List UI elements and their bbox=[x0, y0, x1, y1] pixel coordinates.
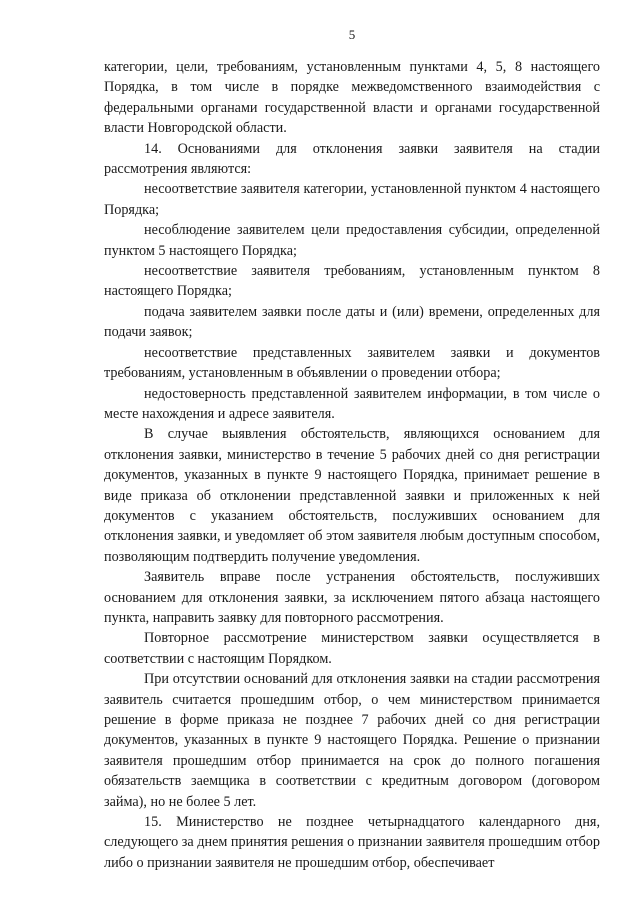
paragraph-clause-15: 15. Министерство не позднее четырнадцатого календарного дня, следующего за днем принятия решения о признании заявителя прошедшим отбор либо о признании заявителя не прошедшим отбор, обеспечивает bbox=[104, 814, 600, 871]
paragraph-ground-documents: несоответствие представленных заявителем заявки и документов требованиям, установленным в объявлении о проведении отбора; bbox=[104, 344, 600, 382]
paragraph-continuation: категории, цели, требованиям, установленным пунктами 4, 5, 8 настоящего Порядка, в том числе в порядке межведомственного взаимодействия с федеральными органами государственной власти и органами государственной власти Новгородской области. bbox=[104, 59, 600, 137]
paragraph-ground-inaccuracy: недостоверность представленной заявителем информации, в том числе о месте нахождения и адресе заявителя. bbox=[104, 385, 600, 422]
paragraph-rejection-procedure: В случае выявления обстоятельств, являющихся основанием для отклонения заявки, министерство в течение 5 рабочих дней со дня регистрации документов, указанных в пункте 9 настоящего Порядка, принимает решение в виде приказа об отклонении представленной заявки и приложенных к ней документов с указанием обстоятельств, послуживших основанием для отклонения заявки, и уведомляет об этом заявителя любым доступным способом, позволяющим подтвердить получение уведомления. bbox=[104, 426, 600, 565]
paragraph-clause-14: 14. Основаниями для отклонения заявки заявителя на стадии рассмотрения являются: bbox=[104, 140, 600, 178]
paragraph-approval-decision: При отсутствии оснований для отклонения заявки на стадии рассмотрения заявитель считается прошедшим отбор, о чем министерством принимается решение в форме приказа не позднее 7 рабочих дней со дня регистрации документов, указанных в пункте 9 настоящего Порядка. Решение о признании заявителя прошедшим отбор принимается на срок до полного погашения обязательств заемщика в соответствии с кредитным договором (договором займа), но не более 5 лет. bbox=[104, 671, 600, 810]
paragraph-ground-category: несоответствие заявителя категории, установленной пунктом 4 настоящего Порядка; bbox=[104, 181, 600, 218]
paragraph-resubmission: Заявитель вправе после устранения обстоятельств, послуживших основанием для отклонения заявки, за исключением пятого абзаца настоящего пункта, направить заявку для повторного рассмотрения. bbox=[104, 569, 600, 626]
paragraph-ground-requirements: несоответствие заявителя требованиям, установленным пунктом 8 настоящего Порядка; bbox=[104, 263, 600, 300]
paragraph-ground-deadline: подача заявителем заявки после даты и (или) времени, определенных для подачи заявок; bbox=[104, 303, 600, 341]
paragraph-repeat-review: Повторное рассмотрение министерством заявки осуществляется в соответствии с настоящим Порядком. bbox=[104, 630, 600, 667]
page-number: 5 bbox=[348, 27, 356, 42]
paragraph-ground-purpose: несоблюдение заявителем цели предоставления субсидии, определенной пунктом 5 настоящего Порядка; bbox=[104, 222, 600, 259]
document-body bbox=[104, 57, 600, 873]
